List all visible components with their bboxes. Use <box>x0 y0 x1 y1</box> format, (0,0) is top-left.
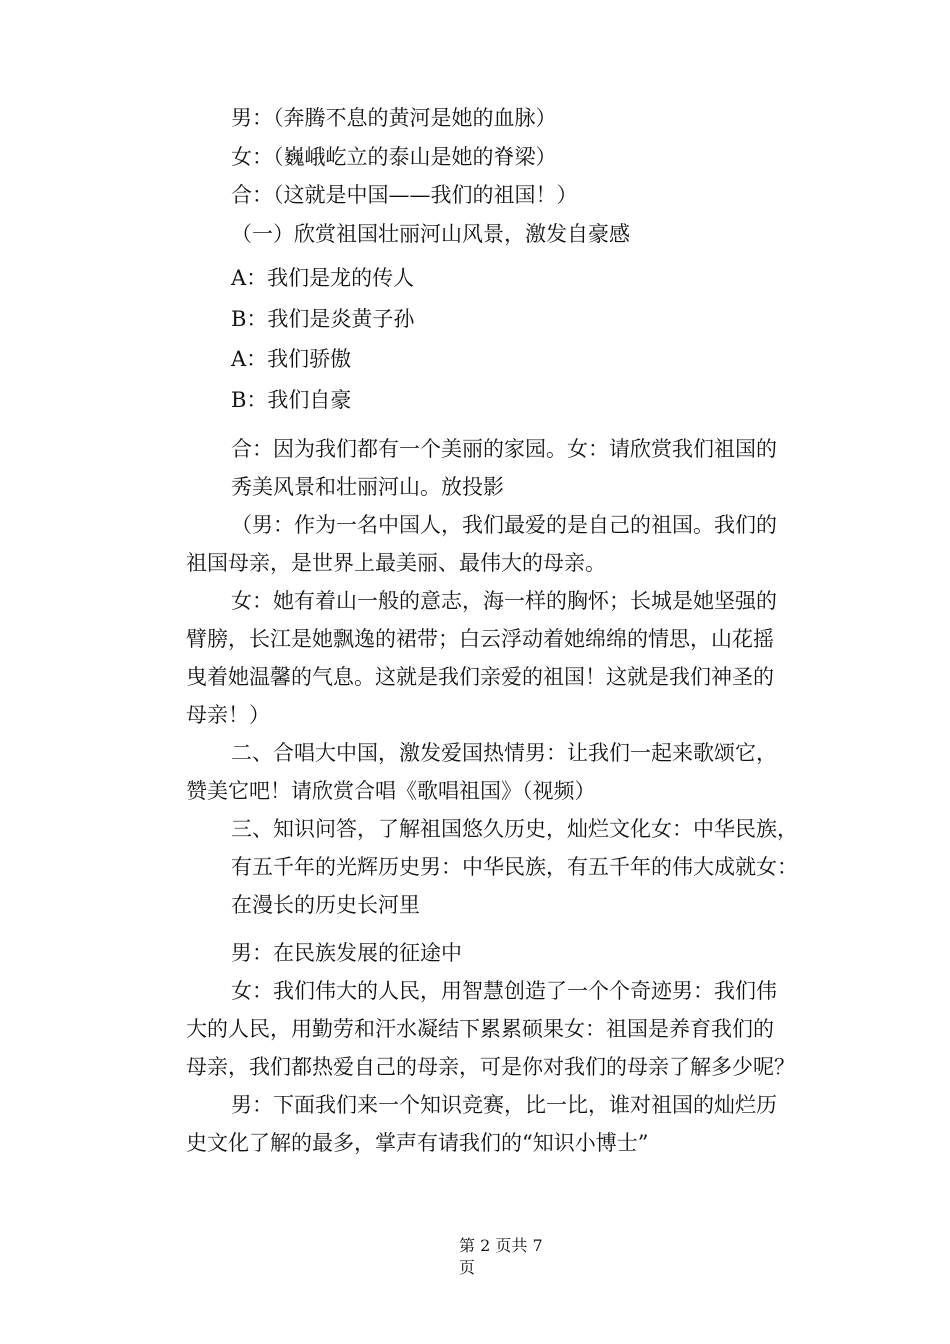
text-line: 合：（这就是中国——我们的祖国！） <box>231 183 578 207</box>
text-line: （男：作为一名中国人，我们最爱的是自己的祖国。我们的 <box>231 513 777 537</box>
section-heading: （一）欣赏祖国壮丽河山风景，激发自豪感 <box>231 222 630 246</box>
text-line: 在漫长的历史长河里 <box>231 893 420 917</box>
text-line: 秀美风景和壮丽河山。放投影 <box>231 475 504 499</box>
text-line: B：我们是炎黄子孙 <box>231 307 415 331</box>
section-heading: 二、合唱大中国，激发爱国热情男：让我们一起来歌颂它， <box>231 741 777 765</box>
text-line: 合：因为我们都有一个美丽的家园。女：请欣赏我们祖国的 <box>231 437 777 461</box>
text-line: 女：她有着山一般的意志，海一样的胸怀；长城是她坚强的 <box>231 589 777 613</box>
text-line: 史文化了解的最多，掌声有请我们的“知识小博士” <box>186 1131 649 1155</box>
page-number: 第 2 页共 7 <box>459 1236 543 1255</box>
text-line: 男：（奔腾不息的黄河是她的血脉） <box>231 106 557 130</box>
text-line: 赞美它吧！请欣赏合唱《歌唱祖国》（视频） <box>186 779 596 803</box>
text-line: 女：（巍峨屹立的泰山是她的脊梁） <box>231 145 557 169</box>
text-line: 母亲，我们都热爱自己的母亲，可是你对我们的母亲了解多少呢？ <box>186 1055 795 1079</box>
page-number-continued: 页 <box>459 1258 476 1277</box>
text-line: 曳着她温馨的气息。这就是我们亲爱的祖国！这就是我们神圣的 <box>186 665 774 689</box>
section-heading: 三、知识问答，了解祖国悠久历史，灿烂文化女：中华民族， <box>231 817 798 841</box>
text-line: A：我们是龙的传人 <box>231 266 415 290</box>
text-line: A：我们骄傲 <box>231 347 352 371</box>
text-line: B：我们自豪 <box>231 388 352 412</box>
text-line: 臂膀，长江是她飘逸的裙带；白云浮动着她绵绵的情思，山花摇 <box>186 627 774 651</box>
text-line: 男：下面我们来一个知识竞赛，比一比，谁对祖国的灿烂历 <box>231 1093 777 1117</box>
text-line: 大的人民，用勤劳和汗水凝结下累累硕果女：祖国是养育我们的 <box>186 1017 774 1041</box>
text-line: 有五千年的光辉历史男：中华民族，有五千年的伟大成就女： <box>231 855 798 879</box>
text-line: 女：我们伟大的人民，用智慧创造了一个个奇迹男：我们伟 <box>231 979 777 1003</box>
text-line: 男：在民族发展的征途中 <box>231 941 462 965</box>
text-line: 母亲！） <box>186 703 270 727</box>
text-line: 祖国母亲，是世界上最美丽、最伟大的母亲。 <box>186 551 606 575</box>
